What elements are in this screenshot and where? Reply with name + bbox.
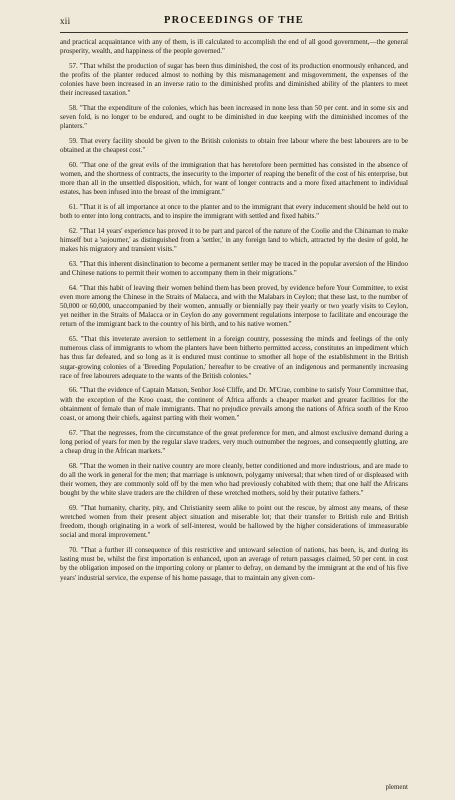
page-number: xii [60, 16, 71, 26]
resolution-paragraph: 64. "That this habit of leaving their women behind them has been proved, by evidence before Your Committee, to exist even more among the Chinese in the Straits of Malacca, and with the Malabars in Ceylon; that these last, to the number of 50,000 or 60,000, unaccompanied by their women, annually or biennially pay their yearly or two yearly visits to Ceylon, yet neither in the Straits of Malacca or in Ceylon do any government regulations interpose to facilitate and encourage the return of the immigrant back to the country of his birth, and to his native women." [60, 283, 408, 329]
resolution-paragraph: 68. "That the women in their native country are more cleanly, better conditioned and more industrious, and are made to do all the work in general for the men; that marriage is unknown, polygamy universal; that when tired of or displeased with their women, they are commonly sold off by the men who had previously cohabited with them; that one half the Africans bought by the white slave traders are the children of these wretched mothers, sold by their putative fathers." [60, 461, 408, 498]
resolution-paragraph: 60. "That one of the great evils of the immigration that has heretofore been permitted has consisted in the absence of women, and the shortness of contracts, the insecurity to the importer of reaping the benefit of the cost of his enterprise, but more than all in the unsettled disposition, which, for want of longer contracts and a more fixed attachment to individual estates, has been infused into the breast of the immigrant." [60, 160, 408, 197]
resolution-paragraph: 61. "That it is of all importance at once to the planter and to the immigrant that every inducement should be held out to both to enter into long contracts, and to inspire the immigrant with settled and fixed habits." [60, 203, 408, 221]
resolution-paragraph: 69. "That humanity, charity, pity, and Christianity seem alike to point out the rescue, by almost any means, of these wretched women from their present abject situation and miserable lot; that their transfer to British rule and British freedom, though originating in a work of self-interest, would be hallowed by the higher considerations of immeasurable social and moral improvement." [60, 503, 408, 540]
resolution-paragraph: 65. "That this inveterate aversion to settlement in a foreign country, possessing the minds and feelings of the only numerous class of immigrants to whom the planters have been hitherto permitted access, constitutes an impediment which has thus far defeated, and so long as it is endured must continue to smother all hope of the establishment in the British sugar-growing colonies of a 'Breeding Population,' hereafter to be creative of an indigenous and permanently increasing race of free labourers adequate to the wants of the British colonies." [60, 335, 408, 380]
resolution-paragraph: 58. "That the expenditure of the colonies, which has been increased in none less than 50 per cent. and in some six and seven fold, is no longer to be endured, and ought to be diminished in due keeping with the diminished incomes of the planters." [60, 104, 408, 131]
running-title: PROCEEDINGS OF THE [163, 15, 305, 26]
resolution-paragraph: 63. "That this inherent disinclination to become a permanent settler may be traced in the popular aversion of the Hindoo and Chinese nations to permit their women to accompany them in their migrations." [60, 259, 408, 277]
resolution-paragraph: 70. "That a further ill consequence of this restrictive and untoward selection of nations, has been, is, and during its lasting must be, whilst the first importation is enhanced, upon an average of return passages claimed, 50 per cent. in cost by the obligation imposed on the importing colony or planter to defray, on demand by the immigrant at the end of his five years' industrial service, the expense of his home passage, that to maintain any given com- [60, 546, 408, 582]
catchword: plement [385, 783, 408, 791]
document-body [60, 38, 408, 583]
page-header [60, 12, 408, 33]
resolution-paragraph: 66. "That the evidence of Captain Matson, Senhor José Cliffe, and Dr. M'Crae, combine to satisfy Your Committee that, with the exception of the Kroo coast, the continent of Africa affords a cheaper market and greater facilities for the obtainment of female than of male immigrants. That no prejudice prevails among the nations of Africa south of the Kroo coast, or among their chiefs, against parting with their women." [60, 386, 408, 423]
resolution-paragraph: 67. "That the negresses, from the circumstance of the great preference for men, and almost exclusive demand during a long period of years for men by the regular slave traders, very much outnumber the negroes, and consequently glutting, are a cheap drug in the African markets." [60, 428, 408, 456]
resolution-paragraph: 62. "That 14 years' experience has proved it to be part and parcel of the nature of the Coolie and the Chinaman to make himself but a 'sojourner,' as distinguished from a 'settler,' in any foreign land to which, attracted by the desire of gold, he makes his migratory and transient visits." [60, 226, 408, 254]
continued-paragraph: and practical acquaintance with any of them, is ill calculated to accomplish the end of all good government,—the general prosperity, wealth, and happiness of the people governed." [60, 38, 408, 56]
resolution-paragraph: 57. "That whilst the production of sugar has been thus diminished, the cost of its production enormously enhanced, and the profits of the planter reduced almost to nothing by this mismanagement and misgovernment, the expenses of the colonies have been increased in an inverse ratio to the diminished profits and diminished ability of the planters to meet their increased taxation." [60, 61, 408, 98]
resolution-paragraph: 59. That every facility should be given to the British colonists to obtain free labour where the best labourers are to be obtained at the cheapest cost." [60, 137, 408, 155]
